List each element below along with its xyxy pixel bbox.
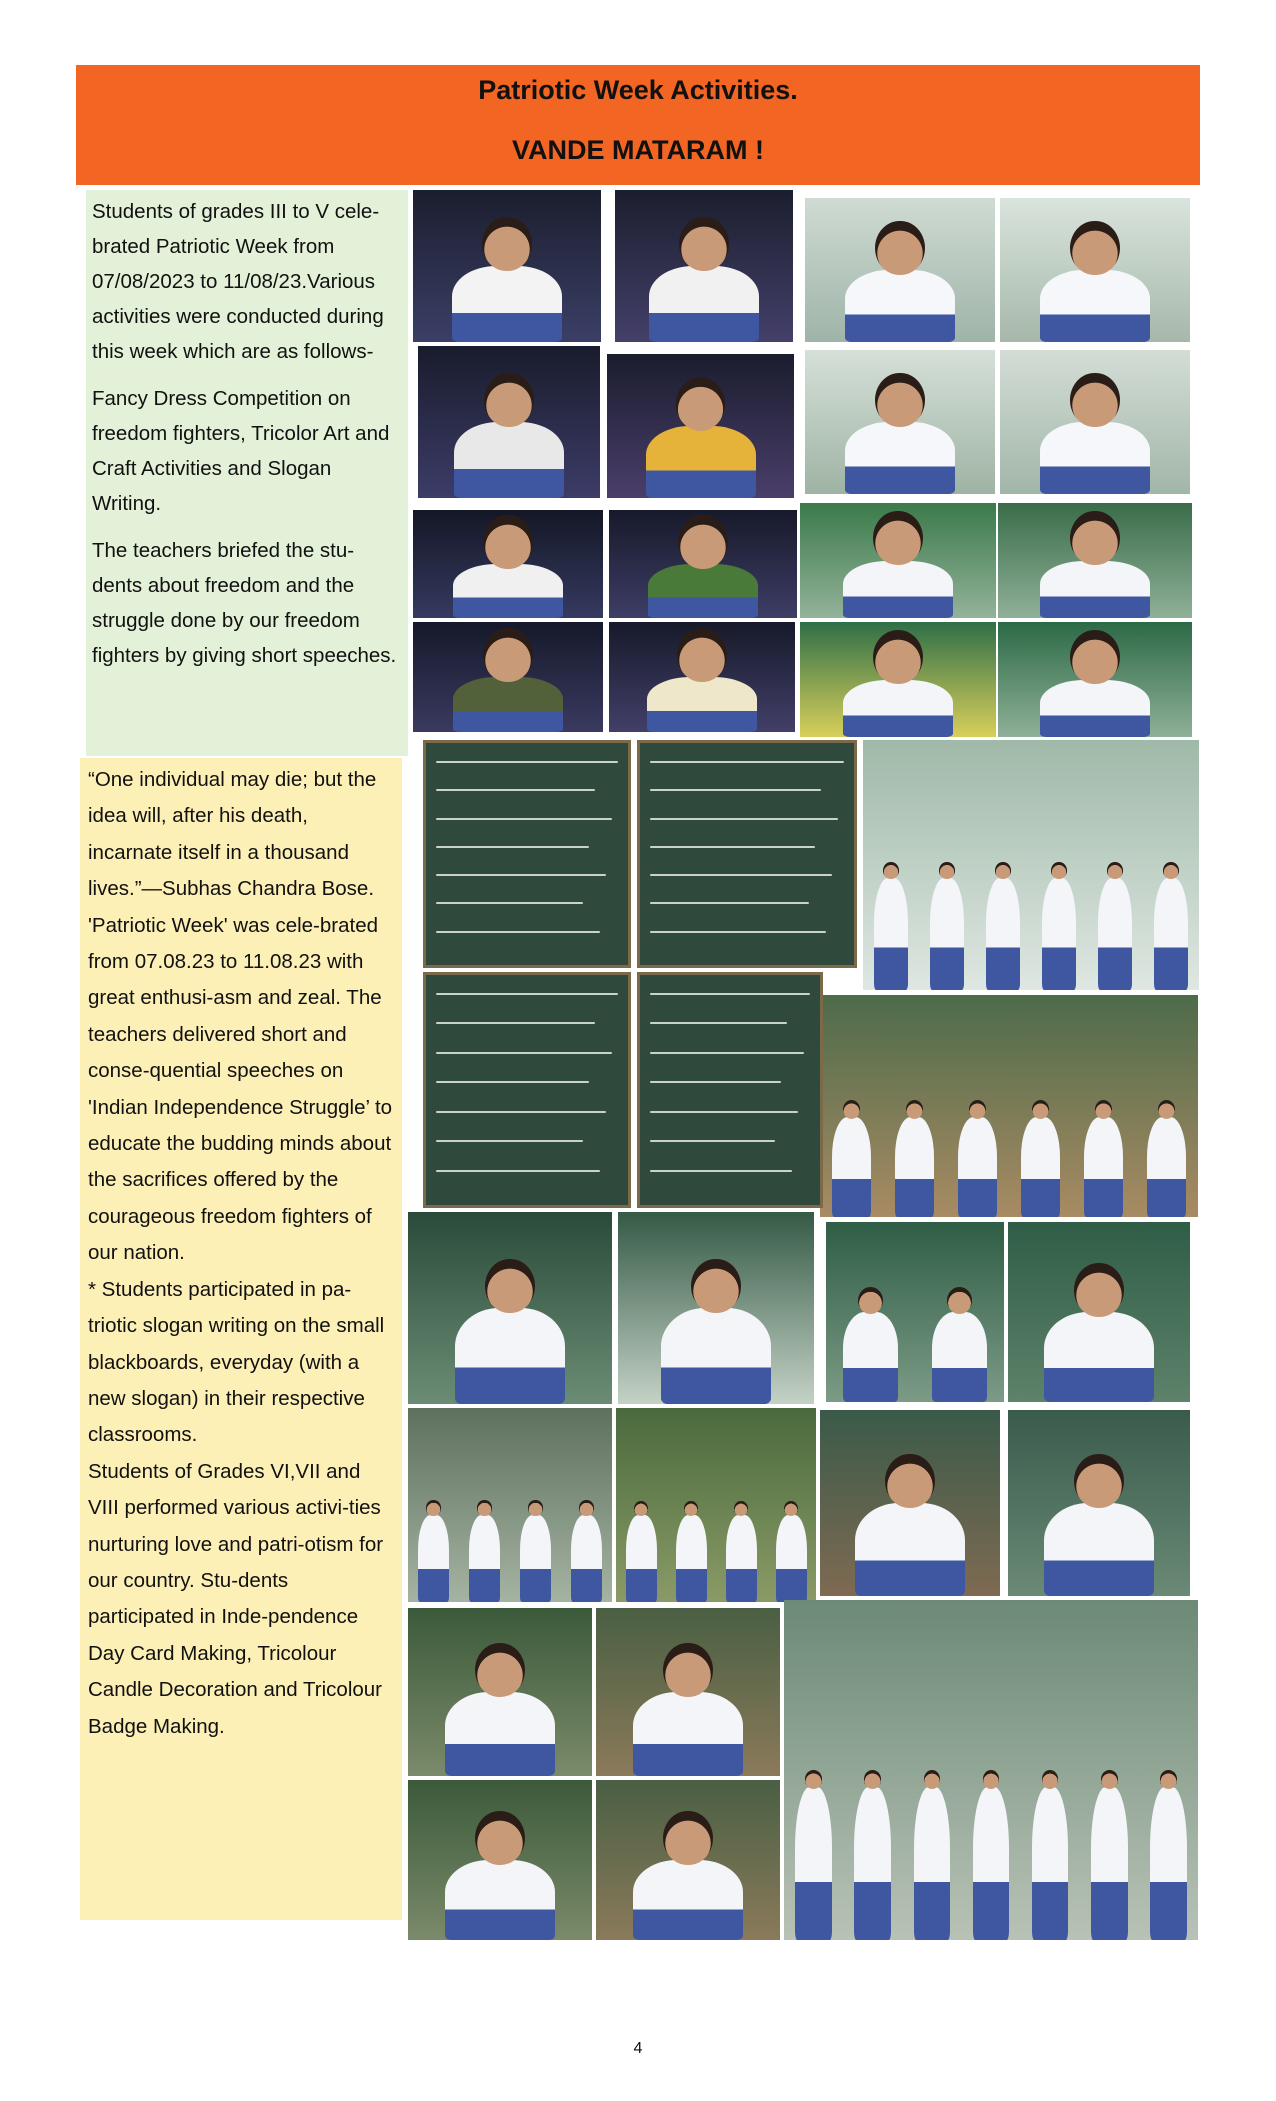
student-photo (618, 1212, 814, 1404)
student-photo (800, 622, 996, 737)
student-photo (1008, 1222, 1190, 1402)
student-photo (408, 1212, 612, 1404)
student-photo (615, 190, 793, 342)
group-photo (863, 740, 1199, 990)
quote-paragraph-2: * Students participated in pa-triotic slogan writing on the small blackboards, everyday (with a new slogan) in their respective classrooms. (88, 1277, 385, 1447)
student-photo (413, 510, 603, 618)
intro-paragraph-1: Students of grades III to V cele-brated Patriotic Week from 07/08/2023 to 11/08/23.Various activities were conducted during this week which are as follows- (92, 200, 384, 363)
student-photo (1000, 350, 1190, 494)
student-photo (609, 510, 797, 618)
page-number: 4 (633, 2040, 643, 2057)
student-photo (805, 198, 995, 342)
title-banner (76, 65, 1200, 185)
intro-text-box (86, 190, 408, 756)
student-photo (408, 1608, 592, 1776)
group-photo (784, 1600, 1198, 1940)
student-photo (805, 350, 995, 494)
quote-text-box (80, 758, 402, 1920)
student-photo (609, 622, 795, 732)
student-photo (800, 503, 996, 618)
student-photo (418, 346, 600, 498)
student-photo (607, 354, 794, 498)
student-photo (596, 1780, 780, 1940)
student-photo (826, 1222, 1004, 1402)
slogan-blackboard (637, 740, 857, 968)
slogan-blackboard (637, 972, 823, 1208)
slogan-blackboard (423, 972, 631, 1208)
slogan-blackboard (423, 740, 631, 968)
group-photo (820, 995, 1198, 1217)
intro-paragraph-2: Fancy Dress Competition on freedom fighters, Tricolor Art and Craft Activities and Slogan Writing. (92, 387, 390, 515)
student-photo (820, 1410, 1000, 1596)
student-photo (413, 622, 603, 732)
quote-paragraph-3: Students of Grades VI,VII and VIII performed various activi-ties nurturing love and patri-otism for our country. Stu-dents participated in Inde-pendence Day Card Making, Tricolour Candle Decoration and Tricolour Badge Making. (88, 1459, 384, 1738)
group-photo (616, 1408, 816, 1602)
page-subtitle: VANDE MATARAM ! (512, 135, 764, 165)
student-photo (1000, 198, 1190, 342)
student-photo (413, 190, 601, 342)
group-photo (408, 1408, 612, 1602)
student-photo (998, 622, 1192, 737)
student-photo (408, 1780, 592, 1940)
quote-text: “One individual may die; but the idea will, after his death, incarnate itself in a thousand lives.”—Subhas Chandra Bose. (88, 768, 377, 901)
student-photo (1008, 1410, 1190, 1596)
page-title: Patriotic Week Activities. (478, 75, 798, 105)
quote-paragraph-1: 'Patriotic Week' was cele-brated from 07.08.23 to 11.08.23 with great enthusi-asm and zeal. The teachers delivered short and conse-quential speeches on 'Indian Independence Struggle’ to educate the budding minds about the sacrifices offered by the courageous freedom fighters of our nation. (88, 913, 393, 1265)
student-photo (998, 503, 1192, 618)
intro-paragraph-3: The teachers briefed the stu-dents about freedom and the struggle done by our freedom fighters by giving short speeches. (92, 539, 397, 667)
student-photo (596, 1608, 780, 1776)
